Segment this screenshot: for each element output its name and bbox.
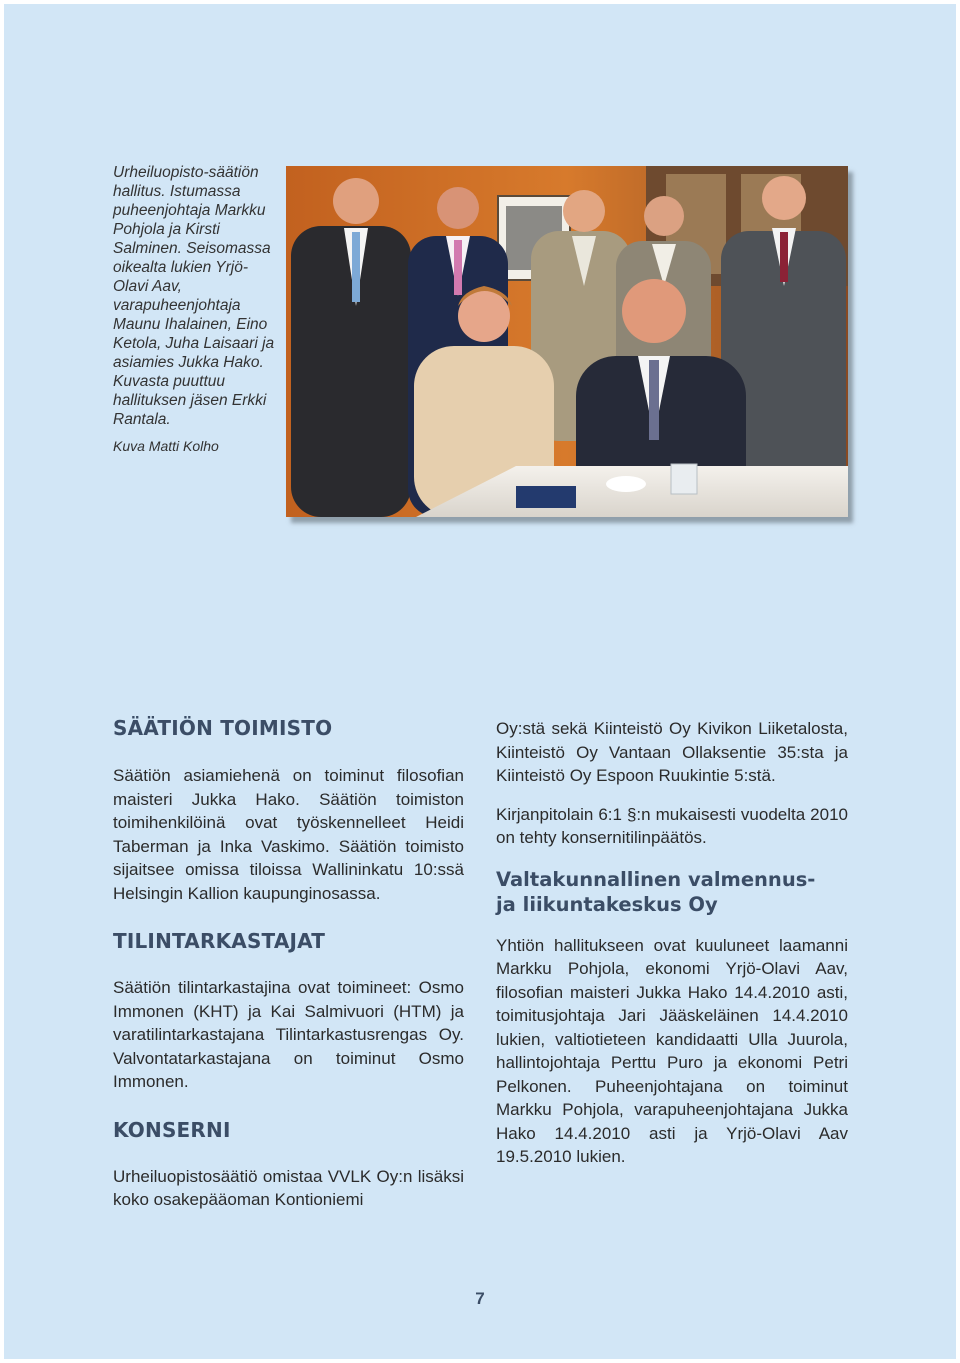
right-column	[496, 717, 848, 1169]
heading-tilintarkastajat: TILINTARKASTAJAT	[113, 929, 326, 953]
paragraph-valtakunnallinen: Yhtiön hallitukseen ovat kuuluneet laamanni Markku Pohjola, ekonomi Yrjö-Olavi Aav, filosofian maisteri Jukka Hako 14.4.2010 asti, toimitusjohtaja Jari Jääskeläinen 14.4.2010 lukien, valtiotieteen kandidaatti Ulla Juurola, hallintojohtaja Perttu Puro ja ekonomi Petri Pelkonen. Puheenjohtajana on toiminut Markku Pohjola, varapuheenjohtajana Jukka Hako 14.4.2010 asti ja Yrjö-Olavi Aav 19.5.2010 lukien.	[496, 935, 848, 1166]
caption-text: Urheiluopisto-säätiön hallitus. Istumassa puheenjohtaja Markku Pohjola ja Kirsti Salminen. Seisomassa oikealta lukien Yrjö-Olavi Aav, varapuheenjohtaja Maunu Ihalainen, Eino Ketola, Juha Laisaari ja asiamies Jukka Hako. Kuvasta puuttuu hallituksen jäsen Erkki Rantala.	[113, 164, 275, 428]
photo-credit: Kuva Matti Kolho	[113, 438, 219, 454]
paragraph-konsernitilinpaatos: Kirjanpitolain 6:1 §:n mukaisesti vuodelta 2010 on tehty konsernitilinpäätös.	[496, 804, 848, 847]
paragraph-konserni: Urheiluopistosäätiö omistaa VVLK Oy:n lisäksi koko osakepääoman Kontioniemi	[113, 1166, 464, 1209]
paragraph-tilintarkastajat: Säätiön tilintarkastajina ovat toimineet: Osmo Immonen (KHT) ja Kai Salmivuori (HTM) ja varatilintarkastajana Tilintarkastusrengas Oy. Valvontatarkastajana on toiminut Osmo Immonen.	[113, 978, 464, 1091]
heading-valtakunnallinen-line1: Valtakunnallinen valmennus-	[496, 867, 816, 891]
heading-konserni: KONSERNI	[113, 1117, 231, 1142]
heading-saation-toimisto: SÄÄTIÖN TOIMISTO	[113, 716, 333, 740]
board-group-photo	[286, 166, 848, 517]
heading-valtakunnallinen-line2: ja liikuntakeskus Oy	[496, 892, 718, 916]
left-column	[113, 715, 464, 1212]
heading-valtakunnallinen	[496, 867, 848, 917]
photo-caption	[113, 163, 283, 456]
paragraph-konserni-continued: Oy:stä sekä Kiinteistö Oy Kivikon Liiketalosta, Kiinteistö Oy Vantaan Ollaksentie 35:sta ja Kiinteistö Oy Espoon Ruukintie 5:stä.	[496, 719, 848, 785]
paragraph-toimisto: Säätiön asiamiehenä on toiminut filosofian maisteri Jukka Hako. Säätiön toimiston toimihenkilöinä ovat työskennelleet Heidi Taberman ja Inka Vaskimo. Säätiön toimisto sijaitsee omissa tiloissa Wallininkatu 10:ssä Helsingin Kallion kaupunginosassa.	[113, 766, 464, 903]
page-number: 7	[475, 1289, 485, 1308]
